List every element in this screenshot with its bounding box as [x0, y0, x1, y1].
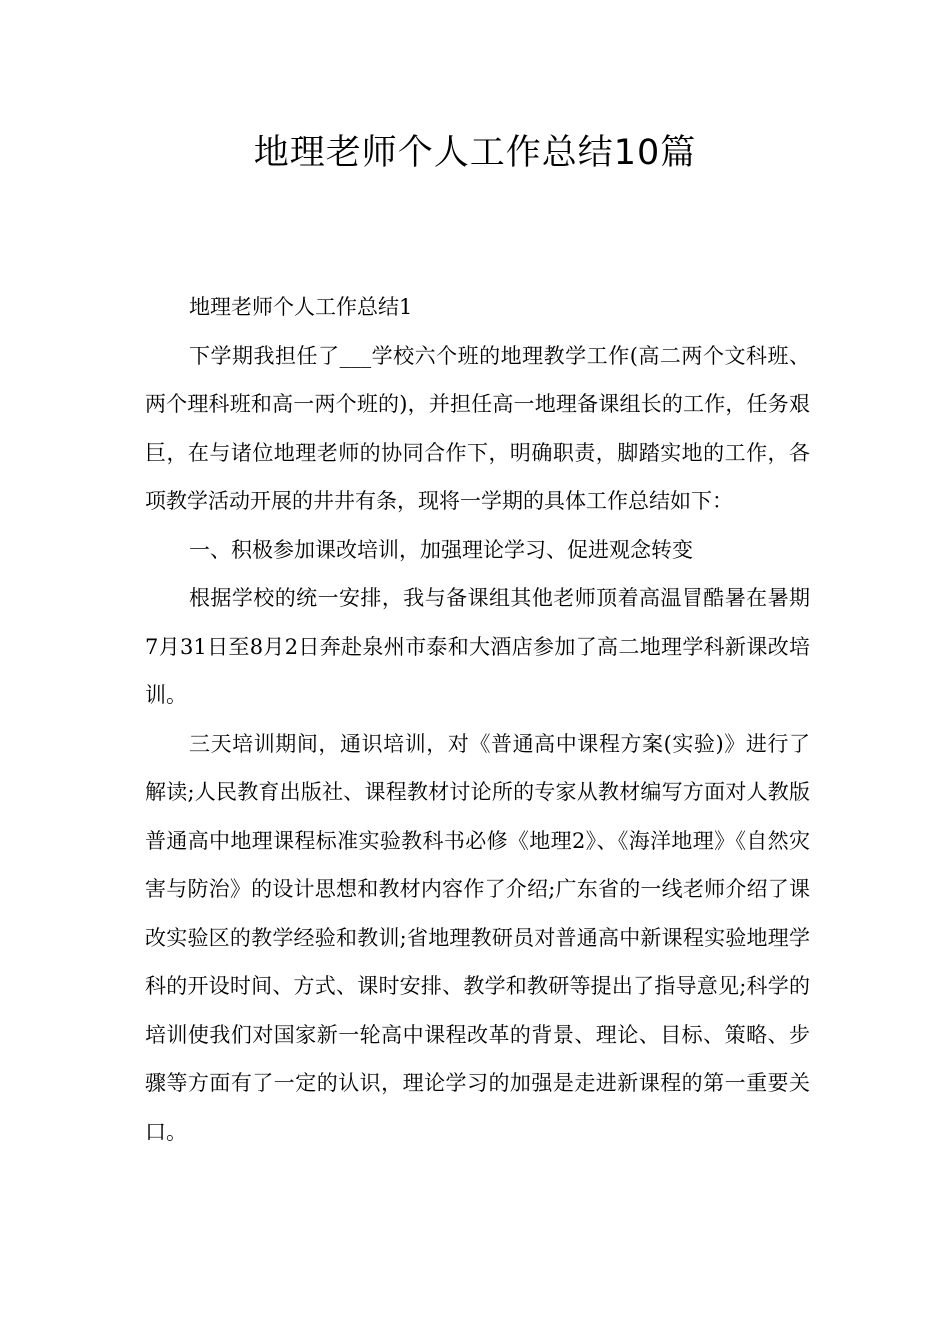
- document-title: 地理老师个人工作总结10篇: [253, 133, 697, 173]
- intro-paragraph: 下学期我担任了___学校六个班的地理教学工作(高二两个文科班、两个理科班和高一两个班的)，并担任高一地理备课组长的工作，任务艰巨，在与诸位地理老师的协同合作下，明确职责，脚踏实地的工作，各项教学活动开展的井井有条，现将一学期的具体工作总结如下：: [145, 343, 810, 513]
- document-body: [145, 283, 810, 1156]
- training-paragraph: 根据学校的统一安排，我与备课组其他老师顶着高温冒酷暑在暑期7月31日至8月2日奔赴泉州市泰和大酒店参加了高二地理学科新课改培训。: [145, 586, 810, 707]
- training-details-paragraph: 三天培训期间，通识培训，对《普通高中课程方案(实验)》进行了解读;人民教育出版社、课程教材讨论所的专家从教材编写方面对人教版普通高中地理课程标准实验教科书必修《地理2》、《海洋地理》《自然灾害与防治》的设计思想和教材内容作了介绍;广东省的一线老师介绍了课改实验区的教学经验和教训;省地理教研员对普通高中新课程实验地理学科的开设时间、方式、课时安排、教学和教研等提出了指导意见;科学的培训使我们对国家新一轮高中课程改革的背景、理论、目标、策略、步骤等方面有了一定的认识，理论学习的加强是走进新课程的第一重要关口。: [145, 731, 810, 1144]
- section-heading-summary-1: 地理老师个人工作总结1: [189, 295, 413, 319]
- section-heading-training: 一、积极参加课改培训，加强理论学习、促进观念转变: [189, 537, 693, 562]
